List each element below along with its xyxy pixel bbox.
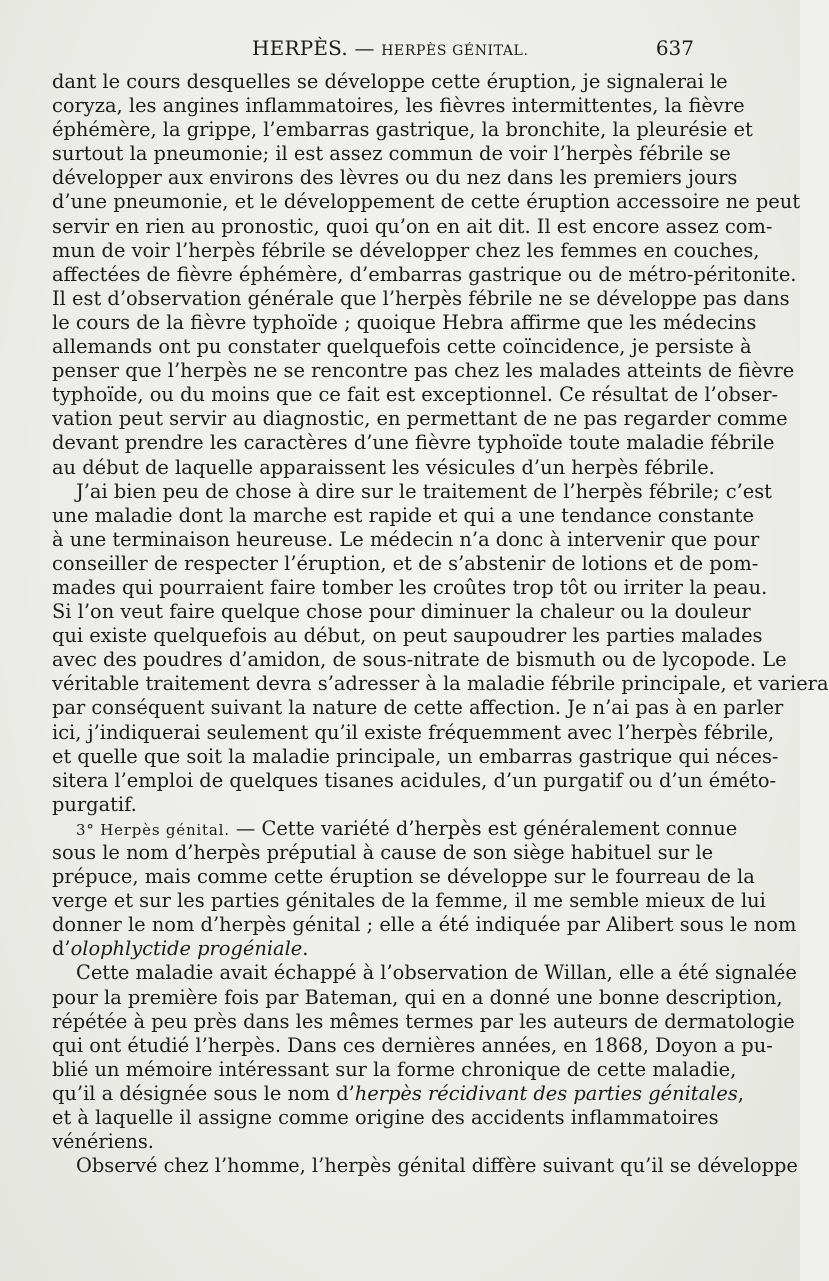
text-line: par conséquent suivant la nature de cette affection. Je n’ai pas à en parler [52,696,784,720]
text-line: Observé chez l’homme, l’herpès génital diffère suivant qu’il se développe [76,1154,798,1178]
section-heading: 3° Herpès génital. [76,820,230,839]
text-line: vénériens. [52,1130,154,1154]
text-line: coryza, les angines inflammatoires, les fièvres intermittentes, la fièvre [52,94,745,118]
text-line: Cette maladie avait échappé à l’observation de Willan, elle a été signalée [76,961,797,985]
text-line: ici, j’indiquerai seulement qu’il existe fréquemment avec l’herpès fébrile, [52,720,775,744]
text-line: sitera l’emploi de quelques tisanes acidules, d’un purgatif ou d’un éméto- [52,768,777,792]
text-line: éphémère, la grippe, l’embarras gastrique, la bronchite, la pleurésie et [52,118,753,142]
page-header [52,36,694,64]
text-line: au début de laquelle apparaissent les vésicules d’un herpès fébrile. [52,455,715,479]
text-line [52,1081,744,1106]
section-heading-line [52,816,738,841]
text-line: mades qui pourraient faire tomber les croûtes trop tôt ou irriter la peau. [52,575,768,599]
text-line: purgatif. [52,792,137,816]
running-head-main: HERPÈS. — [252,36,375,60]
italic-term: herpès récidivant des parties génitales [354,1081,738,1105]
text-line: conseiller de respecter l’éruption, et de s’abstenir de lotions et de pom- [52,551,759,575]
text-line: allemands ont pu constater quelquefois cette coïncidence, je persiste à [52,335,752,359]
body-text [52,70,829,1178]
paragraph-treatment [52,479,829,817]
text-line: une maladie dont la marche est rapide et qui a une tendance constante [52,503,754,527]
text-fragment: qu’il a désignée sous le nom d’ [52,1081,355,1105]
text-line: donner le nom d’herpès génital ; elle a été indiquée par Alibert sous le nom [52,913,797,937]
text-line: véritable traitement devra s’adresser à la maladie fébrile principale, et variera [52,672,829,696]
text-line: et quelle que soit la maladie principale, un embarras gastrique qui néces- [52,744,779,768]
text-line: verge et sur les parties génitales de la femme, il me semble mieux de lui [52,889,766,913]
text-line: pour la première fois par Bateman, qui en a donné une bonne description, [52,985,783,1009]
heading-line-rest: — Cette variété d’herpès est généralement connue [229,816,738,840]
text-line: développer aux environs des lèvres ou du nez dans les premiers jours [52,166,738,190]
text-line: vation peut servir au diagnostic, en permettant de ne pas regarder comme [52,407,788,431]
text-line: prépuce, mais comme cette éruption se développe sur le fourreau de la [52,865,755,889]
text-fragment: , [737,1081,744,1105]
paragraph-fever-associations [52,70,800,480]
text-fragment: . [302,937,309,961]
text-line: surtout la pneumonie; il est assez commun de voir l’herpès fébrile se [52,142,731,166]
text-line [52,937,694,961]
text-line: Il est d’observation générale que l’herpès fébrile ne se développe pas dans [52,286,790,310]
text-line: d’une pneumonie, et le développement de cette éruption accessoire ne peut [52,190,800,214]
text-line: servir en rien au pronostic, quoi qu’on en ait dit. Il est encore assez com- [52,214,773,238]
text-line: blié un mémoire intéressant sur la forme chronique de cette maladie, [52,1057,737,1081]
paragraph-history [52,961,797,1154]
text-line: Si l’on veut faire quelque chose pour diminuer la chaleur ou la douleur [52,600,751,624]
italic-term: olophlyctide progéniale [70,937,303,961]
text-line: typhoïde, ou du moins que ce fait est exceptionnel. Ce résultat de l’obser- [52,383,779,407]
text-line: répétée à peu près dans les mêmes termes par les auteurs de dermatologie [52,1009,795,1033]
text-line: sous le nom d’herpès préputial à cause de son siège habituel sur le [52,841,714,864]
text-line: dant le cours desquelles se développe cette éruption, je signalerai le [52,70,728,93]
text-line: affectées de fièvre éphémère, d’embarras gastrique ou de métro-péritonite. [52,262,797,286]
page-number: 637 [655,36,694,60]
paragraph-genital-herpes [52,816,797,962]
running-head-subtitle: HERPÈS GÉNITAL. [381,43,529,59]
text-line: le cours de la fièvre typhoïde ; quoique Hebra affirme que les médecins [52,310,757,334]
text-line: J’ai bien peu de chose à dire sur le traitement de l’herpès fébrile; c’est [76,479,772,503]
text-line: à une terminaison heureuse. Le médecin n’a donc à intervenir que pour [52,527,760,551]
text-line: devant prendre les caractères d’une fièvre typhoïde toute maladie fébrile [52,431,775,455]
text-line: qui existe quelquefois au début, on peut saupoudrer les parties malades [52,624,763,648]
text-line: qui ont étudié l’herpès. Dans ces dernières années, en 1868, Doyon a pu- [52,1033,773,1057]
text-fragment: d’ [52,937,71,961]
paragraph-male-presentation [52,1154,798,1178]
text-line: mun de voir l’herpès fébrile se développer chez les femmes en couches, [52,238,760,262]
text-line: avec des poudres d’amidon, de sous-nitrate de bismuth ou de lycopode. Le [52,648,787,672]
running-head [252,36,529,60]
text-line: penser que l’herpès ne se rencontre pas chez les malades atteints de fièvre [52,359,795,383]
text-line: et à laquelle il assigne comme origine des accidents inflammatoires [52,1106,719,1130]
